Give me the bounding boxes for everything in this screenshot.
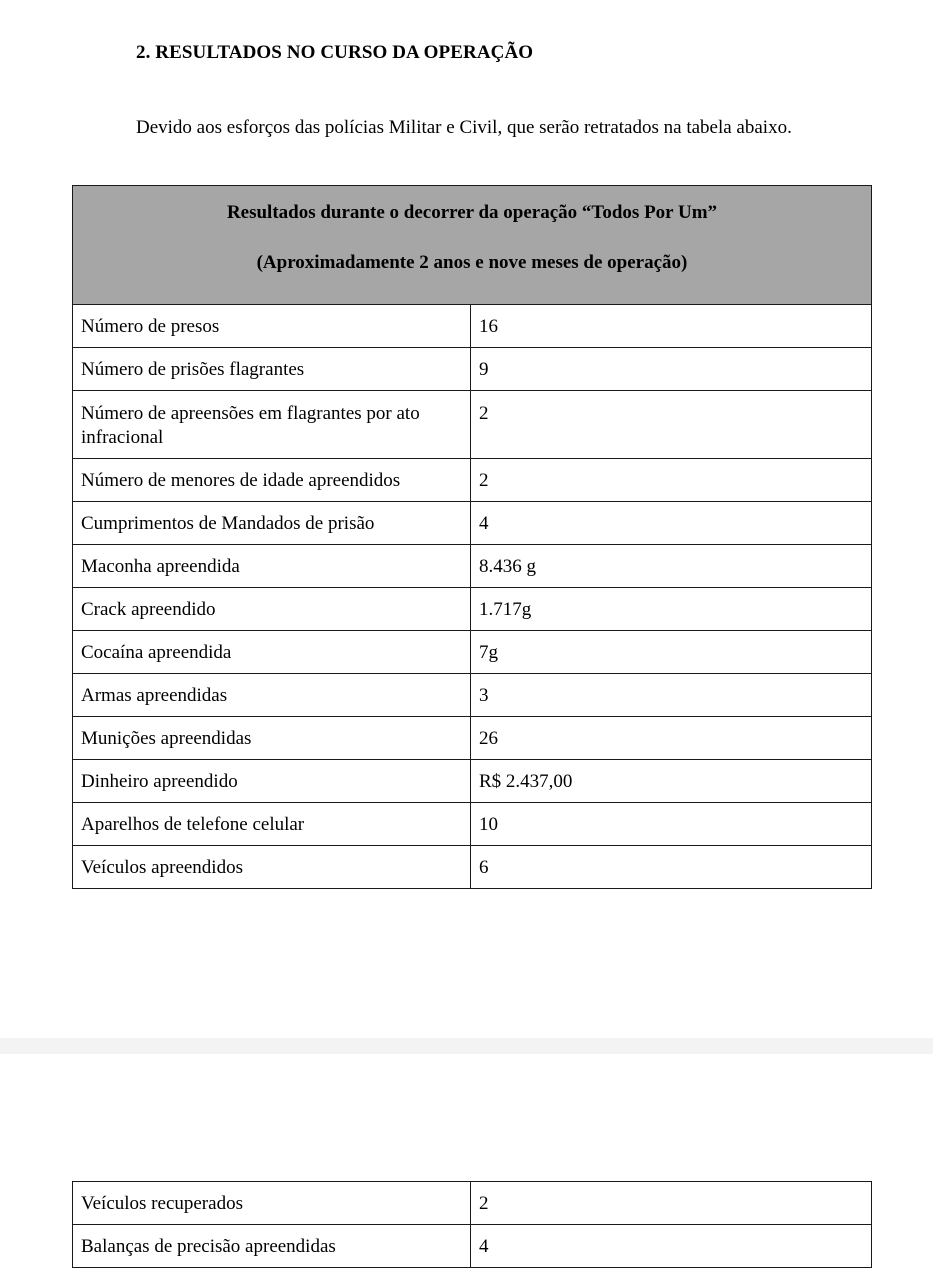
row-label: Cocaína apreendida [73,631,471,674]
table-row [73,545,872,588]
row-label: Cumprimentos de Mandados de prisão [73,502,471,545]
row-label: Veículos recuperados [73,1182,471,1225]
table-row [73,674,872,717]
row-label: Número de apreensões em flagrantes por ato infracional [73,391,471,459]
table-row [73,588,872,631]
table-row [73,1182,872,1225]
row-value: 8.436 g [471,545,872,588]
table-row [73,1225,872,1268]
row-label: Número de presos [73,305,471,348]
row-label: Armas apreendidas [73,674,471,717]
table-row [73,459,872,502]
table-header-title: Resultados durante o decorrer da operação “Todos Por Um” [226,202,718,223]
row-value: 16 [471,305,872,348]
row-value: 26 [471,717,872,760]
row-label: Número de menores de idade apreendidos [73,459,471,502]
row-value: 6 [471,846,872,889]
table-row [73,631,872,674]
table-row [73,348,872,391]
row-label: Maconha apreendida [73,545,471,588]
table-header [73,186,872,305]
results-table-continued [72,1181,872,1268]
row-label: Aparelhos de telefone celular [73,803,471,846]
row-value: 10 [471,803,872,846]
table-row [73,502,872,545]
row-value: 7g [471,631,872,674]
row-value: R$ 2.437,00 [471,760,872,803]
row-value: 2 [471,391,872,459]
row-value: 1.717g [471,588,872,631]
table-row [73,305,872,348]
table-row [73,760,872,803]
section-title: 2. RESULTADOS NO CURSO DA OPERAÇÃO [136,42,534,63]
intro-paragraph: Devido aos esforços das polícias Militar e Civil, que serão retratados na tabela abaixo. [136,117,792,138]
table-row [73,717,872,760]
results-table [72,185,872,889]
row-label: Número de prisões flagrantes [73,348,471,391]
table-header-subtitle: (Aproximadamente 2 anos e nove meses de operação) [256,252,688,273]
table-row [73,391,872,459]
row-label: Veículos apreendidos [73,846,471,889]
row-label: Munições apreendidas [73,717,471,760]
row-value: 3 [471,674,872,717]
row-value: 9 [471,348,872,391]
row-value: 4 [471,1225,872,1268]
row-value: 2 [471,459,872,502]
row-label: Crack apreendido [73,588,471,631]
row-value: 4 [471,502,872,545]
row-label: Balanças de precisão apreendidas [73,1225,471,1268]
row-value: 2 [471,1182,872,1225]
row-label: Dinheiro apreendido [73,760,471,803]
table-row [73,803,872,846]
table-header-row [73,186,872,305]
table-row [73,846,872,889]
page-break [0,1038,933,1054]
